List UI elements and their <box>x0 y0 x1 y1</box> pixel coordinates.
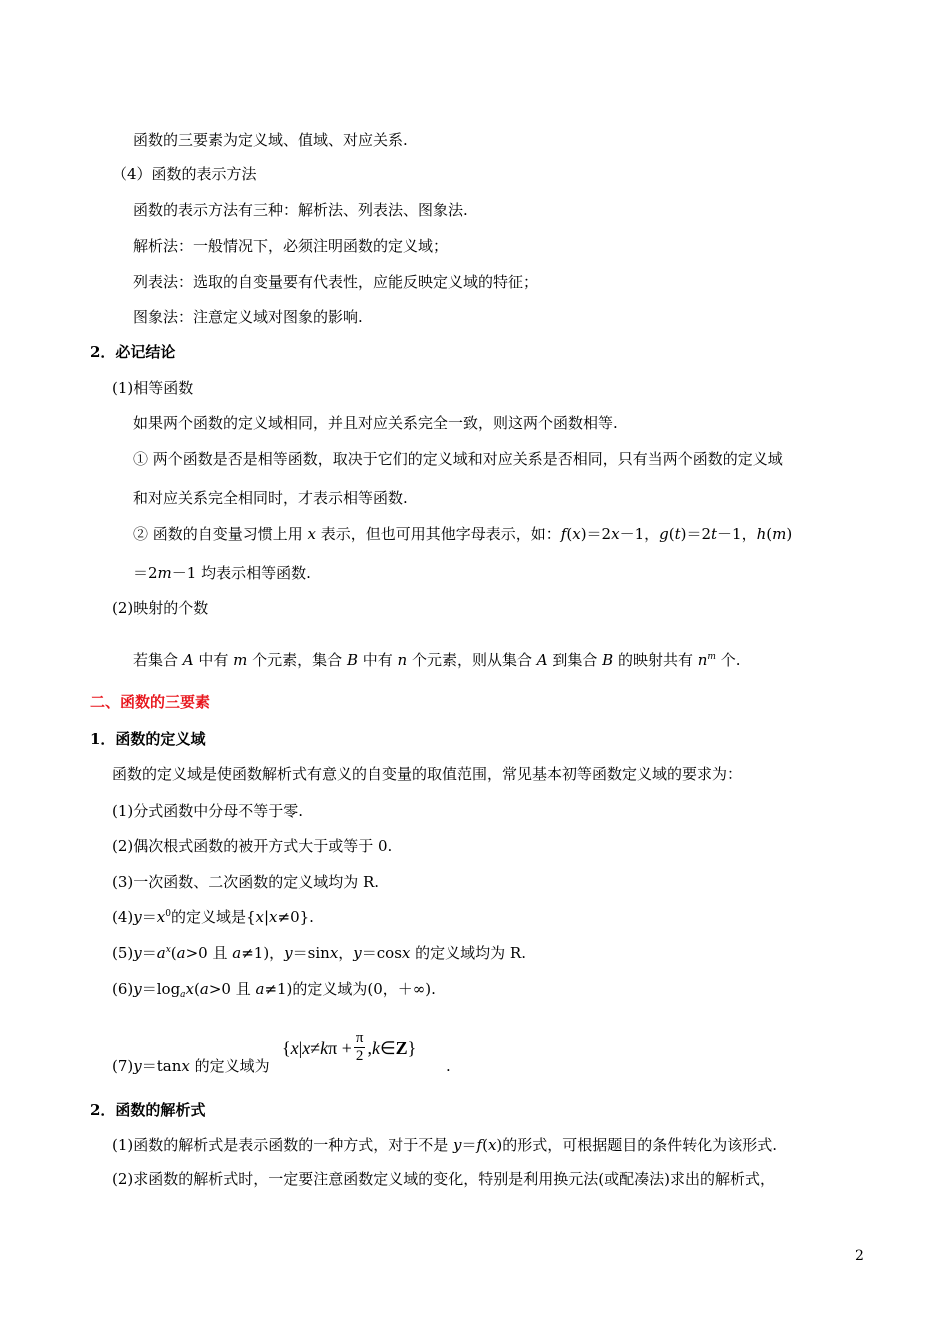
text-three-elements: 函数的三要素为定义域、值域、对应关系. <box>133 131 408 149</box>
heading-representation-methods: （4）函数的表示方法 <box>112 165 257 183</box>
text-domain-intro: 函数的定义域是使函数解析式有意义的自变量的取值范围，常见基本初等函数定义域的要求为： <box>112 765 743 783</box>
text-note-1-line1: ① 两个函数是否是相等函数，取决于它们的定义域和对应关系是否相同，只有当两个函数的定义域 <box>133 450 783 468</box>
list-item-3: (3)一次函数、二次函数的定义域均为 R. <box>112 873 380 891</box>
text-three-methods: 函数的表示方法有三种：解析法、列表法、图象法. <box>133 201 468 219</box>
heading-mapping-count: (2)映射的个数 <box>112 599 209 617</box>
tan-domain-formula: { x | x ≠ k π + $\frac{\pi}{2}$ , k ∈ Z } <box>282 1030 417 1064</box>
text-note-2-line1: ② 函数的自变量习惯上用 x 表示，但也可用其他字母表示，如：f(x)＝2x－1，g(t)＝2t－1，h(m) <box>133 525 793 543</box>
text-equal-definition: 如果两个函数的定义域相同，并且对应关系完全一致，则这两个函数相等. <box>133 414 618 432</box>
text-analytic-method: 解析法：一般情况下，必须注明函数的定义域； <box>133 237 449 255</box>
text-graph-method: 图象法：注意定义域对图象的影响. <box>133 308 363 326</box>
heading-equal-functions: (1)相等函数 <box>112 379 194 397</box>
list-item-2: (2)偶次根式函数的被开方式大于或等于 0. <box>112 837 393 855</box>
text-note-1-line2: 和对应关系完全相同时，才表示相等函数. <box>133 489 408 507</box>
text-expression-1: (1)函数的解析式是表示函数的一种方式，对于不是 y＝f(x)的形式，可根据题目的条件转化为该形式. <box>112 1136 778 1154</box>
text-mapping-count: 若集合 A 中有 m 个元素，集合 B 中有 n 个元素，则从集合 A 到集合 B 的映射共有 $n^m$ 个. <box>133 651 741 669</box>
list-item-1: (1)分式函数中分母不等于零. <box>112 802 304 820</box>
list-item-4: $(4)y=x^0$的定义域是{x|x≠0}. <box>112 908 314 926</box>
section-title-three-elements: 二、函数的三要素 <box>90 693 211 711</box>
subsection-domain: 1．函数的定义域 <box>90 730 206 748</box>
formula-period: . <box>446 1057 451 1075</box>
text-expression-2: (2)求函数的解析式时，一定要注意函数定义域的变化，特别是利用换元法(或配凑法)求出的解析式， <box>112 1170 775 1188</box>
list-item-5: $(5)y=a^x(a>0$ 且 a≠1)，y＝sinx，y＝cosx 的定义域均为 R. <box>112 944 526 962</box>
page-number: 2 <box>855 1248 864 1264</box>
subsection-analytic-expression: 2．函数的解析式 <box>90 1101 206 1119</box>
list-item-7: (7)y＝tanx 的定义域为 <box>112 1057 270 1075</box>
text-table-method: 列表法：选取的自变量要有代表性，应能反映定义域的特征； <box>133 273 539 291</box>
text-note-2-line2: ＝2m－1 均表示相等函数. <box>133 564 311 582</box>
section-must-remember: 2．必记结论 <box>90 343 176 361</box>
pi-over-two-fraction: $\frac{\pi}{2}$ <box>355 1030 364 1064</box>
list-item-6: $(6)y=\log_ax(a>0$ 且 a≠1)的定义域为(0，＋∞). <box>112 980 436 1000</box>
